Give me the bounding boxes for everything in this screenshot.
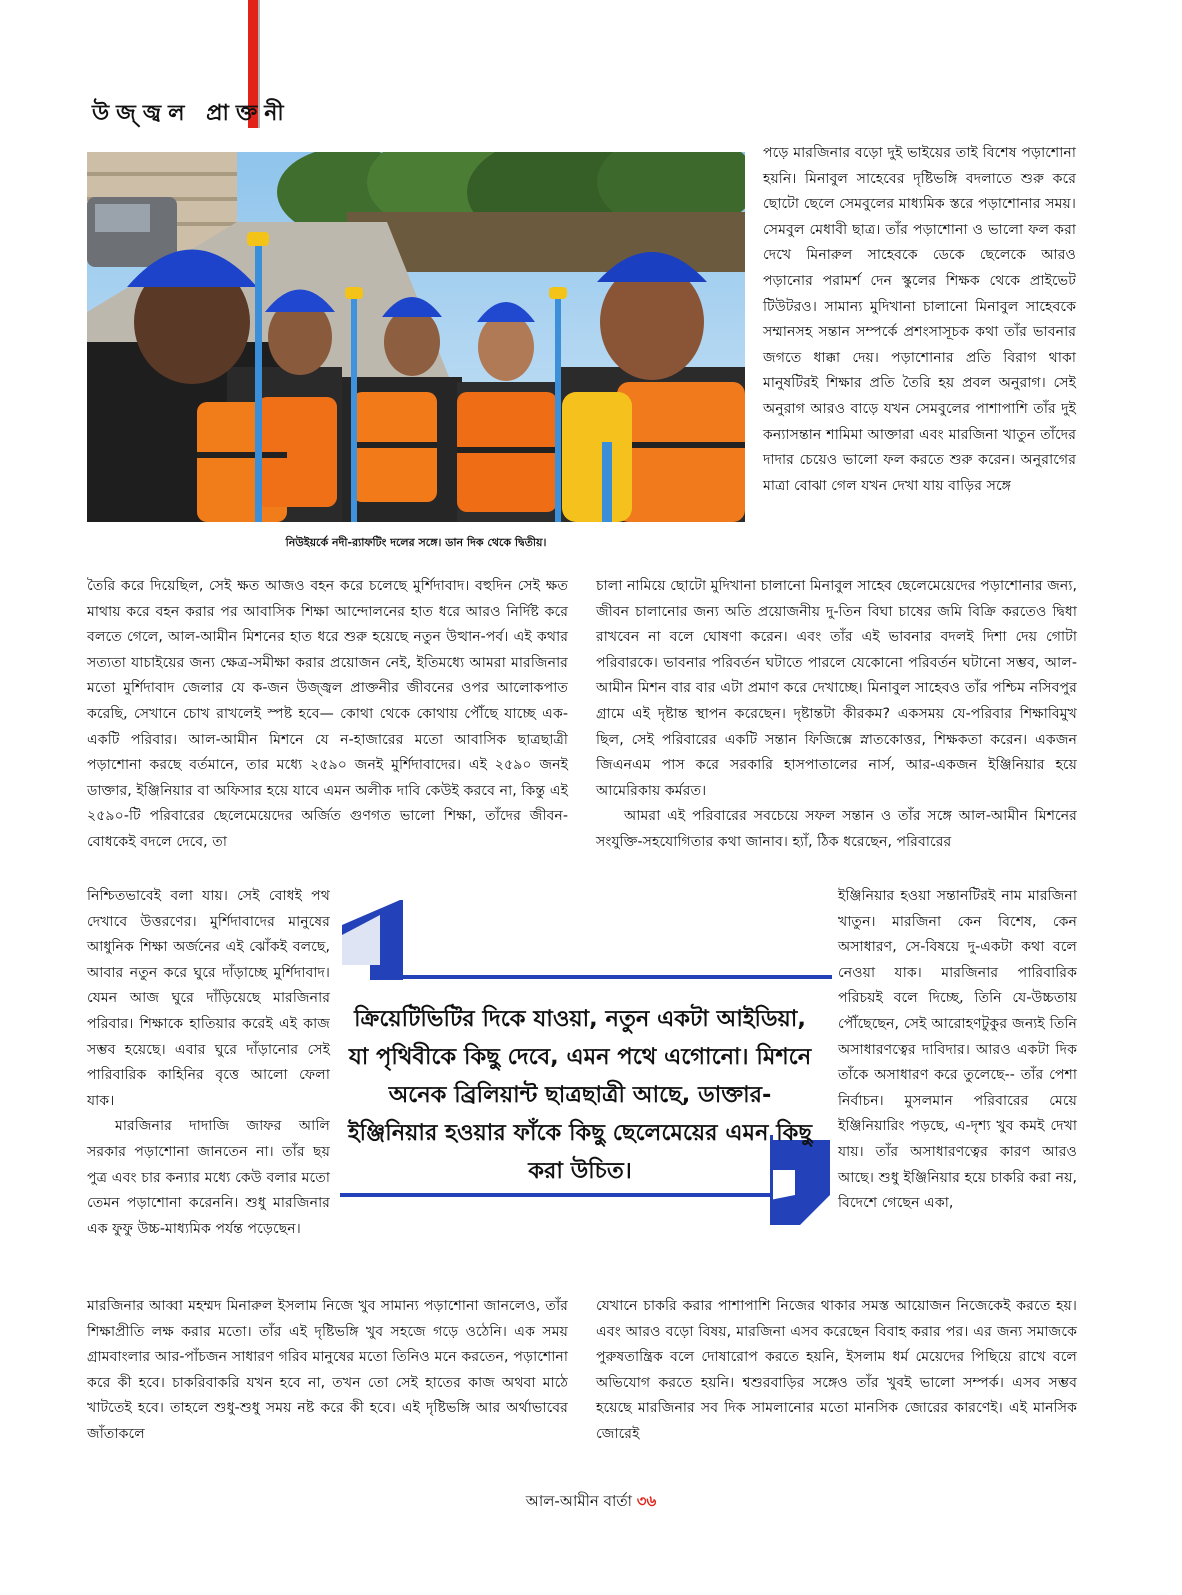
group-photo (87, 152, 745, 522)
section-title: উজ্জ্বল প্রাক্তনী (92, 101, 291, 126)
article-column-right-top (763, 141, 1076, 499)
paragraph: নিশ্চিতভাবেই বলা যায়। সেই বোধই পথ দেখাবে উত্তরণের। মুর্শিদাবাদের মানুষের আধুনিক শিক্ষা অর্জনের এই ঝোঁকই বলছে, আবার নতুন করে ঘুরে দাঁড়াচ্ছে মুর্শিদাবাদ। যেমন আজ ঘুরে দাঁড়িয়েছে মারজিনার পরিবার। শিক্ষাকে হাতিয়ার করেই এই কাজ সম্ভব হয়েছে। এবার ঘুরে দাঁড়ানোর সেই পারিবারিক কাহিনির বৃত্তে আলো ফেলা যাক। (87, 888, 330, 1109)
page-number: ৩৬ (636, 1492, 657, 1510)
article-column-right-middle (596, 574, 1077, 856)
article-column-right-lower (838, 884, 1077, 1217)
pull-quote: ক্রিয়েটিভিটির দিকে যাওয়া, নতুন একটা আইডিয়া, যা পৃথিবীকে কিছু দেবে, এমন পথে এগোনো। মিশনে অনেক ব্রিলিয়ান্ট ছাত্রছাত্রী আছে, ডাক্তার-ইঞ্জিনিয়ার হওয়ার ফাঁকে কিছু ছেলেমেয়ের এমন কিছু করা উচিত। (347, 1006, 813, 1184)
paragraph: মারজিনার আব্বা মহম্মদ মিনারুল ইসলাম নিজে খুব সামান্য পড়াশোনা জানলেও, তাঁর শিক্ষাপ্রীতি লক্ষ করার মতো। তাঁর এই দৃষ্টিভঙ্গি খুব সহজে গড়ে ওঠেনি। এক সময় গ্রামবাংলার আর-পাঁচজন সাধারণ গরিব মানুষের মতো তিনিও মনে করতেন, পড়াশোনা করে কী হবে। চাকরিবাকরি যখন হবে না, তখন তো সেই হাতের কাজ অথবা মাঠে খাটতেই হবে। তাহলে শুধু-শুধু সময় নষ্ট করে কী হবে। এই দৃষ্টিভঙ্গি আর অর্থাভাবের জাঁতাকলে (87, 1298, 568, 1442)
article-column-left-bottom (87, 1294, 568, 1448)
paragraph: আমরা এই পরিবারের সবচেয়ে সফল সন্তান ও তাঁর সঙ্গে আল-আমীন মিশনের সংযুক্তি-সহযোগিতার কথা জানাব। হ্যাঁ, ঠিক ধরেছেন, পরিবারের (596, 808, 1077, 850)
article-column-right-bottom (596, 1294, 1077, 1448)
magazine-name: আল-আমীন বার্তা (525, 1492, 632, 1510)
paragraph: যেখানে চাকরি করার পাশাপাশি নিজের থাকার সমস্ত আয়োজন নিজেকেই করতে হয়। এবং আরও বড়ো বিষয়, মারজিনা এসব করেছেন বিবাহ করার পর। এর জন্য সমাজকে পুরুষতান্ত্রিক বলে দোষারোপ করতে হয়নি, ইসলাম ধর্ম মেয়েদের পিছিয়ে রাখে বলে অভিযোগ করতে হয়নি। শ্বশুরবাড়ির সঙ্গেও তাঁর খুবই ভালো সম্পর্ক। এসব সম্ভব হয়েছে মারজিনার সব দিক সামলানোর মতো মানসিক জোরের কারণেই। এই মানসিক জোরেই (596, 1298, 1077, 1442)
article-column-left-lower (87, 884, 330, 1242)
paragraph: তৈরি করে দিয়েছিল, সেই ক্ষত আজও বহন করে চলেছে মুর্শিদাবাদ। বহুদিন সেই ক্ষত মাথায় করে বহন করার পর আবাসিক শিক্ষা আন্দোলনের হাত ধরে আরও নির্দিষ্ট করে বলতে গেলে, আল-আমীন মিশনের হাত ধরে শুরু হয়েছে নতুন উত্থান-পর্ব। এই কথার সত্যতা যাচাইয়ের জন্য ক্ষেত্র-সমীক্ষা করার প্রয়োজন নেই, ইতিমধ্যে আমরা মারজিনার মতো মুর্শিদাবাদ জেলার যে ক-জন উজ্জ্বল প্রাক্তনীর জীবনের ওপর আলোকপাত করেছি, সেখানে চোখ রাখলেই স্পষ্ট হবে— কোথা থেকে কোথায় পৌঁছে যাচ্ছে এক-একটি পরিবার। আল-আমীন মিশনে যে ন-হাজারের মতো আবাসিক ছাত্রছাত্রী পড়াশোনা করছে বর্তমানে, তার মধ্যে ২৫৯০ জনই মুর্শিদাবাদের। এই ২৫৯০ জনই ডাক্তার, ইঞ্জিনিয়ার বা অফিসার হয়ে যাবে এমন অলীক দাবি কেউই করবে না, কিন্তু এই ২৫৯০-টি পরিবারের ছেলেমেয়েদের অর্জিত গুণগত ভালো শিক্ষা, তাঁদের জীবন-বোধকেই বদলে দেবে, তা (87, 578, 568, 850)
paragraph: ইঞ্জিনিয়ার হওয়া সন্তানটিরই নাম মারজিনা খাতুন। মারজিনা কেন বিশেষ, কেন অসাধারণ, সে-বিষয়ে দু-একটা কথা বলে নেওয়া যাক। মারজিনার পারিবারিক পরিচয়ই বলে দিচ্ছে, তিনি যে-উচ্চতায় পৌঁছেছেন, সেই আরোহণটুকুর জন্যই তিনি অসাধারণত্বের দাবিদার। আরও একটা দিক তাঁকে অসাধারণ করে তুলেছে-- তাঁর পেশা নির্বাচন। মুসলমান পরিবারের মেয়ে ইঞ্জিনিয়ারিং পড়ছে, এ-দৃশ্য খুব কমই দেখা যায়। তাঁর অসাধারণত্বের কারণ আরও আছে। শুধু ইঞ্জিনিয়ার হয়ে চাকরি করা নয়, বিদেশে গেছেন একা, (838, 888, 1077, 1212)
page-footer (0, 1490, 1182, 1515)
paragraph: মারজিনার দাদাজি জাফর আলি সরকার পড়াশোনা জানতেন না। তাঁর ছয় পুত্র এবং চার কন্যার মধ্যে কেউ বলার মতো তেমন পড়াশোনা করেননি। শুধু মারজিনার এক ফুফু উচ্চ-মাধ্যমিক পর্যন্ত পড়েছেন। (87, 1118, 330, 1237)
paragraph: চালা নামিয়ে ছোটো মুদিখানা চালানো মিনাবুল সাহেব ছেলেমেয়েদের পড়াশোনার জন্য, জীবন চালানোর জন্য অতি প্রয়োজনীয় দু-তিন বিঘা চাষের জমি বিক্রি করতেও দ্বিধা রাখবেন না বলে ঘোষণা করেন। এবং তাঁর এই ভাবনার বদলই দিশা দেয় গোটা পরিবারকে। ভাবনার পরিবর্তন ঘটাতে পারলে যেকোনো পরিবর্তন ঘটানো সম্ভব, আল-আমীন মিশন বার বার এটা প্রমাণ করে দেখাচ্ছে। মিনাবুল সাহেবও তাঁর পশ্চিম নসিবপুর গ্রামে এই দৃষ্টান্ত স্থাপন করেছেন। দৃষ্টান্তটা কীরকম? একসময় যে-পরিবার শিক্ষাবিমুখ ছিল, সেই পরিবারের একটি সন্তান ফিজিক্সে স্নাতকোত্তর, শিক্ষকতা করেন। একজন জিএনএম পাস করে সরকারি হাসপাতালের নার্স, আর-একজন ইঞ্জিনিয়ার হয়ে আমেরিকায় কর্মরত। (596, 578, 1077, 799)
paragraph: পড়ে মারজিনার বড়ো দুই ভাইয়ের তাই বিশেষ পড়াশোনা হয়নি। মিনাবুল সাহেবের দৃষ্টিভঙ্গি বদলাতে শুরু করে ছোটো ছেলে সেমবুলের মাধ্যমিক স্তরে পড়াশোনার সময়। সেমবুল মেধাবী ছাত্র। তাঁর পড়াশোনা ও ভালো ফল করা দেখে মিনারুল সাহেবকে ডেকে ছেলেকে আরও পড়ানোর পরামর্শ দেন স্কুলের শিক্ষক থেকে প্রাইভেট টিউটরও। সামান্য মুদিখানা চালানো মিনাবুল সাহেবকে সম্মানসহ সন্তান সম্পর্কে প্রশংসাসূচক কথা তাঁর ভাবনার জগতে ধাক্কা দেয়। পড়াশোনার প্রতি বিরাগ থাকা মানুষটিরই শিক্ষার প্রতি তৈরি হয় প্রবল অনুরাগ। সেই অনুরাগ আরও বাড়ে যখন সেমবুলের পাশাপাশি তাঁর দুই কন্যাসন্তান শামিমা আক্তারা এবং মারজিনা খাতুন তাঁদের দাদার চেয়েও ভালো ফল করতে শুরু করেন। অনুরাগের মাত্রা বোঝা গেল যখন দেখা যায় বাড়ির সঙ্গে (763, 145, 1076, 494)
photo-caption: নিউইয়র্কে নদী-র‍্যাফটিং দলের সঙ্গে। ডান দিক থেকে দ্বিতীয়। (285, 536, 547, 549)
article-column-left-middle (87, 574, 568, 856)
